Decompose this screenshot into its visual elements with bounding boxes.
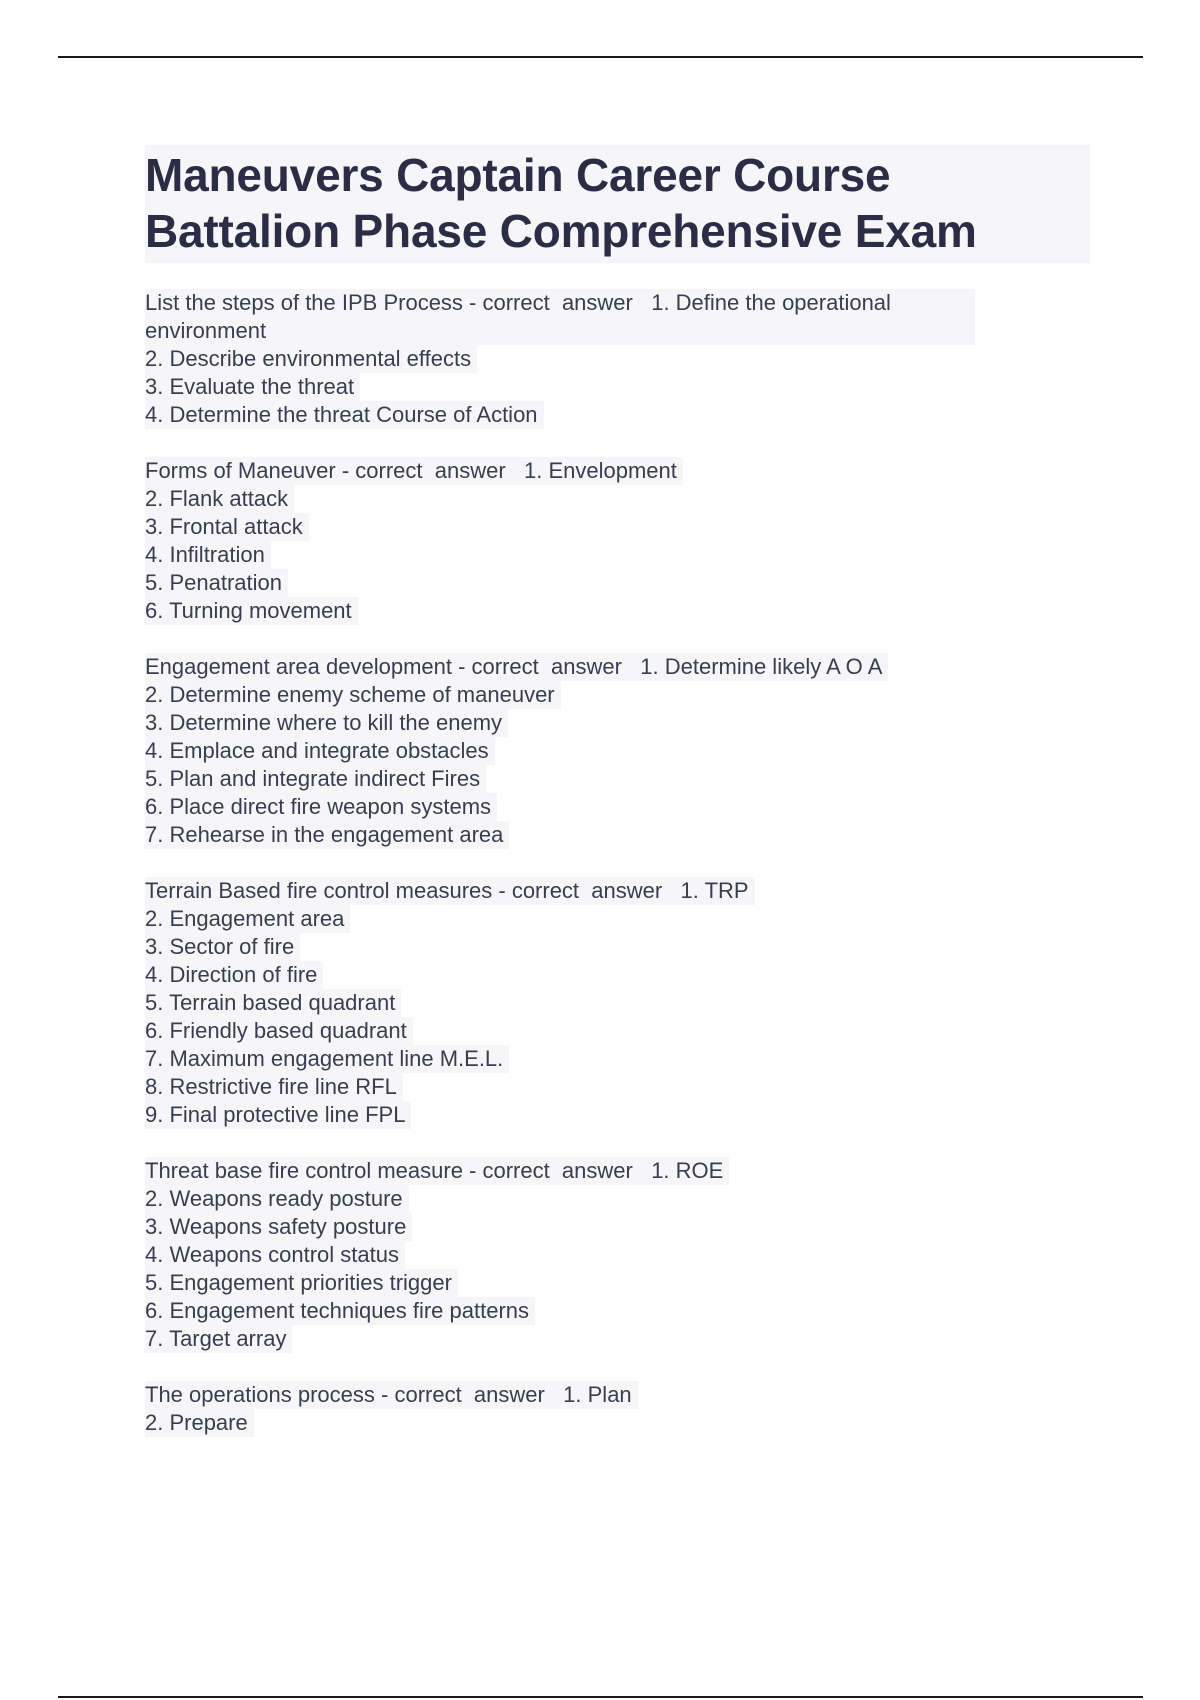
answer-item [145, 821, 1090, 849]
answer-item-text: 3. Evaluate the threat [145, 373, 360, 401]
answer-item-text: 2. Prepare [145, 1409, 254, 1437]
answer-item-text: 3. Weapons safety posture [145, 1213, 412, 1241]
answer-item-text: 3. Sector of fire [145, 933, 300, 961]
title-line-1: Maneuvers Captain Career Course [145, 149, 891, 201]
answer-item [145, 569, 1090, 597]
question-text: The operations process - correct answer 1. Plan [145, 1381, 638, 1409]
qa-section [145, 877, 1090, 1129]
qa-section [145, 1157, 1090, 1353]
answer-item-text: 4. Direction of fire [145, 961, 323, 989]
answer-item [145, 1325, 1090, 1353]
answer-item-text: 2. Weapons ready posture [145, 1185, 409, 1213]
question-text: Engagement area development - correct answer 1. Determine likely A O A [145, 653, 888, 681]
answer-item [145, 541, 1090, 569]
title-line-2: Battalion Phase Comprehensive Exam [145, 205, 977, 257]
answer-item [145, 961, 1090, 989]
answer-item-text: 4. Weapons control status [145, 1241, 405, 1269]
answer-item-text: 2. Flank attack [145, 485, 294, 513]
qa-section [145, 457, 1090, 625]
answer-item [145, 905, 1090, 933]
answer-item [145, 737, 1090, 765]
answer-item [145, 1017, 1090, 1045]
question-text: Forms of Maneuver - correct answer 1. Envelopment [145, 457, 683, 485]
question-text: List the steps of the IPB Process - correct answer 1. Define the operational environment [145, 289, 975, 345]
answer-item [145, 513, 1090, 541]
answer-item [145, 1297, 1090, 1325]
answer-item [145, 1213, 1090, 1241]
answer-item [145, 1241, 1090, 1269]
answer-item [145, 1101, 1090, 1129]
qa-sections [145, 289, 1090, 1437]
qa-section [145, 653, 1090, 849]
answer-item-text: 7. Maximum engagement line M.E.L. [145, 1045, 509, 1073]
answer-item [145, 1045, 1090, 1073]
header-rule [58, 56, 1143, 58]
document-title [145, 145, 1090, 263]
answer-item [145, 765, 1090, 793]
answer-item-text: 6. Turning movement [145, 597, 358, 625]
answer-item-text: 4. Emplace and integrate obstacles [145, 737, 495, 765]
answer-item [145, 401, 1090, 429]
answer-item-text: 7. Rehearse in the engagement area [145, 821, 509, 849]
answer-item-text: 9. Final protective line FPL [145, 1101, 411, 1129]
answer-item [145, 793, 1090, 821]
answer-item [145, 597, 1090, 625]
question-line [145, 1157, 975, 1185]
question-line [145, 1381, 975, 1409]
answer-item [145, 1073, 1090, 1101]
document-page [145, 145, 1090, 1465]
answer-item [145, 989, 1090, 1017]
answer-item [145, 1185, 1090, 1213]
answer-item-text: 6. Friendly based quadrant [145, 1017, 413, 1045]
qa-section [145, 1381, 1090, 1437]
question-line [145, 653, 975, 681]
question-text: Terrain Based fire control measures - correct answer 1. TRP [145, 877, 755, 905]
answer-item [145, 345, 1090, 373]
answer-item [145, 373, 1090, 401]
answer-item-text: 5. Engagement priorities trigger [145, 1269, 458, 1297]
qa-section [145, 289, 1090, 429]
answer-item-text: 4. Infiltration [145, 541, 271, 569]
question-line [145, 457, 975, 485]
answer-item-text: 6. Place direct fire weapon systems [145, 793, 497, 821]
answer-item-text: 5. Terrain based quadrant [145, 989, 401, 1017]
answer-item [145, 933, 1090, 961]
question-line [145, 877, 975, 905]
answer-item-text: 5. Plan and integrate indirect Fires [145, 765, 486, 793]
answer-item-text: 8. Restrictive fire line RFL [145, 1073, 403, 1101]
answer-item-text: 5. Penatration [145, 569, 288, 597]
question-text: Threat base fire control measure - correct answer 1. ROE [145, 1157, 729, 1185]
answer-item-text: 2. Engagement area [145, 905, 350, 933]
answer-item [145, 709, 1090, 737]
footer-rule [58, 1696, 1143, 1698]
answer-item-text: 4. Determine the threat Course of Action [145, 401, 544, 429]
answer-item-text: 7. Target array [145, 1325, 292, 1353]
answer-item-text: 3. Frontal attack [145, 513, 309, 541]
answer-item [145, 681, 1090, 709]
answer-item-text: 2. Determine enemy scheme of maneuver [145, 681, 561, 709]
question-line [145, 289, 975, 345]
answer-item-text: 2. Describe environmental effects [145, 345, 477, 373]
answer-item [145, 485, 1090, 513]
answer-item [145, 1409, 1090, 1437]
answer-item-text: 3. Determine where to kill the enemy [145, 709, 508, 737]
answer-item-text: 6. Engagement techniques fire patterns [145, 1297, 535, 1325]
answer-item [145, 1269, 1090, 1297]
